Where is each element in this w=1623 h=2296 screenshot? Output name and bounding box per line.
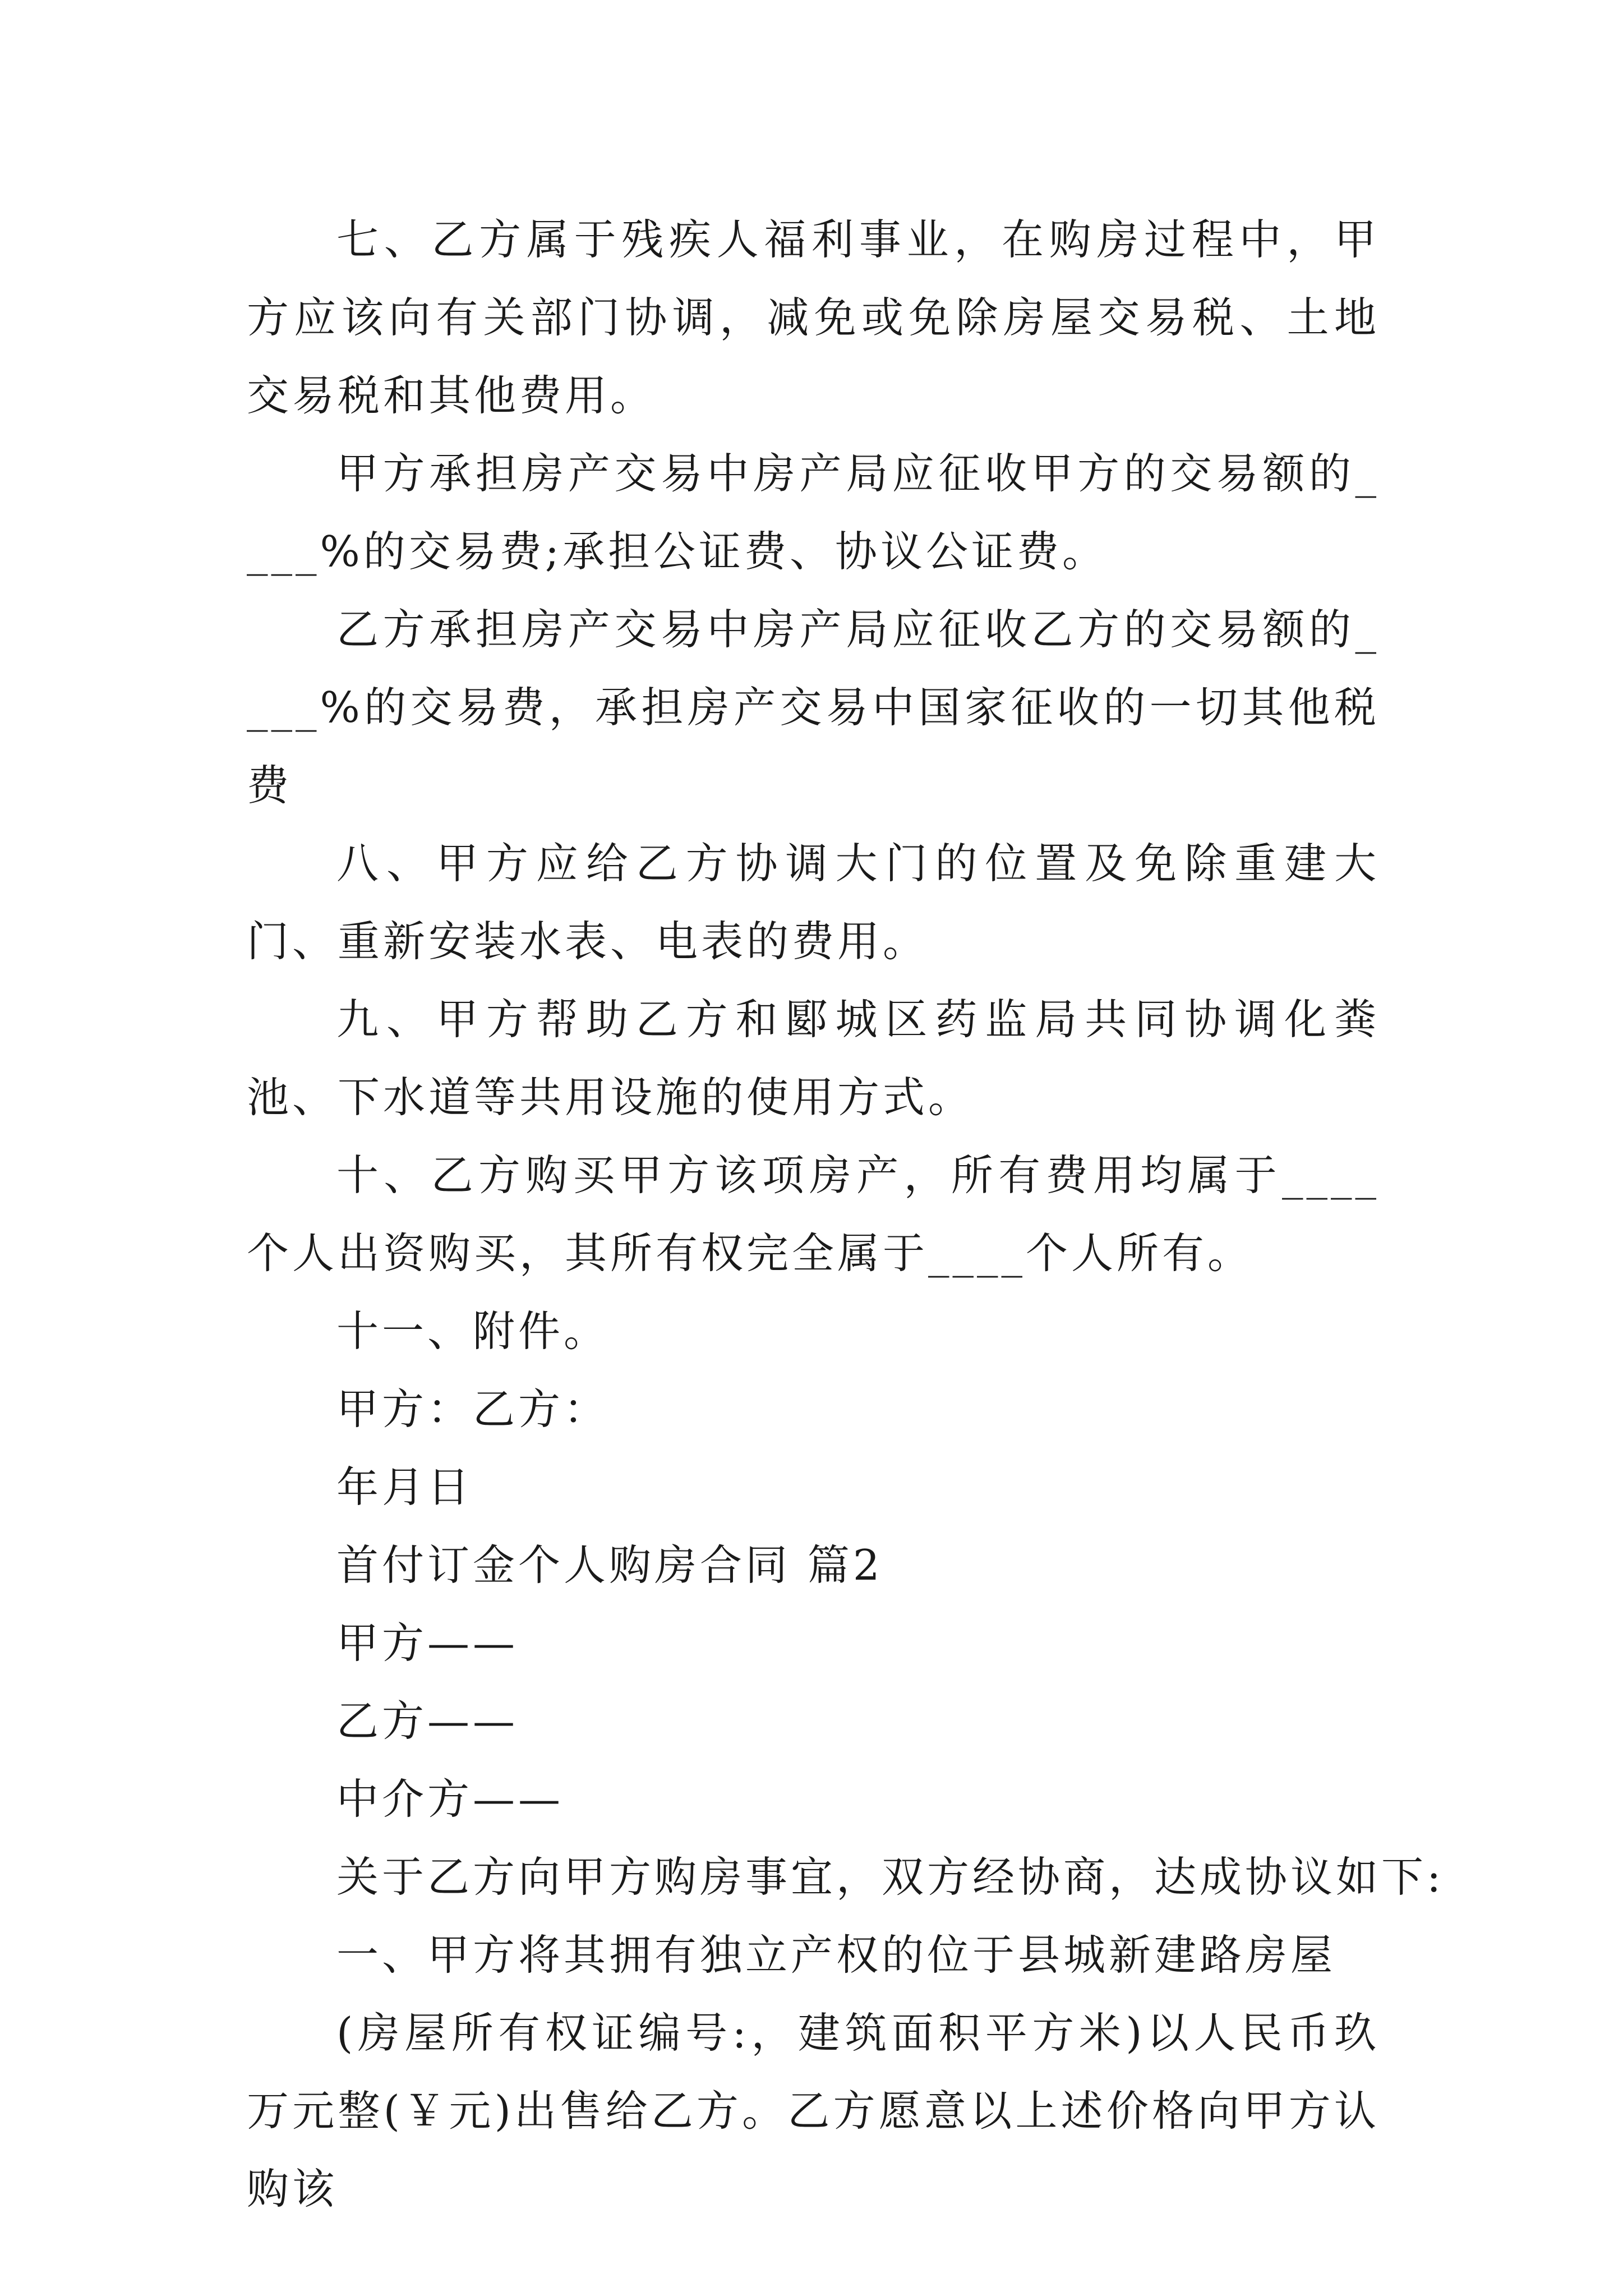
party-b-line: 乙方—— — [336, 1696, 519, 1746]
party-a-line: 甲方—— — [336, 1618, 519, 1668]
clause-seven: 七、乙方属于残疾人福利事业，在购房过程中，甲方应该向有关部门协调，减免或免除房屋交易税、土地交易税和其他费用。 — [247, 215, 1380, 420]
clause-ten: 十、乙方购买甲方该项房产，所有费用均属于____个人出资购买，其所有权完全属于____个人所有。 — [247, 1151, 1380, 1278]
clause-party-b-fee: 乙方承担房产交易中房产局应征收乙方的交易额的____%的交易费，承担房产交易中国家征收的一切其他税费 — [247, 605, 1380, 810]
clause-one-continued: (房屋所有权证编号:，建筑面积平方米)以人民币玖万元整(￥元)出售给乙方。乙方愿意以上述价格向甲方认购该 — [247, 2008, 1380, 2214]
clause-eleven: 十一、附件。 — [336, 1306, 610, 1356]
clause-eight: 八、甲方应给乙方协调大门的位置及免除重建大门、重新安装水表、电表的费用。 — [247, 839, 1380, 966]
clause-one-start: 一、甲方将其拥有独立产权的位于县城新建路房屋 — [336, 1930, 1336, 1980]
signature-date: 年月日 — [336, 1462, 473, 1512]
clause-nine: 九、甲方帮助乙方和郾城区药监局共同协调化粪池、下水道等共用设施的使用方式。 — [247, 995, 1380, 1122]
agreement-intro: 关于乙方向甲方购房事宜，双方经协商，达成协议如下: — [336, 1852, 1445, 1902]
clause-party-a-fee: 甲方承担房产交易中房产局应征收甲方的交易额的____%的交易费;承担公证费、协议公证费。 — [247, 449, 1380, 576]
section-title: 首付订金个人购房合同 篇2 — [336, 1540, 883, 1590]
document-body — [247, 201, 1445, 2228]
agent-line: 中介方—— — [336, 1774, 564, 1824]
signature-parties: 甲方：乙方： — [336, 1384, 610, 1434]
